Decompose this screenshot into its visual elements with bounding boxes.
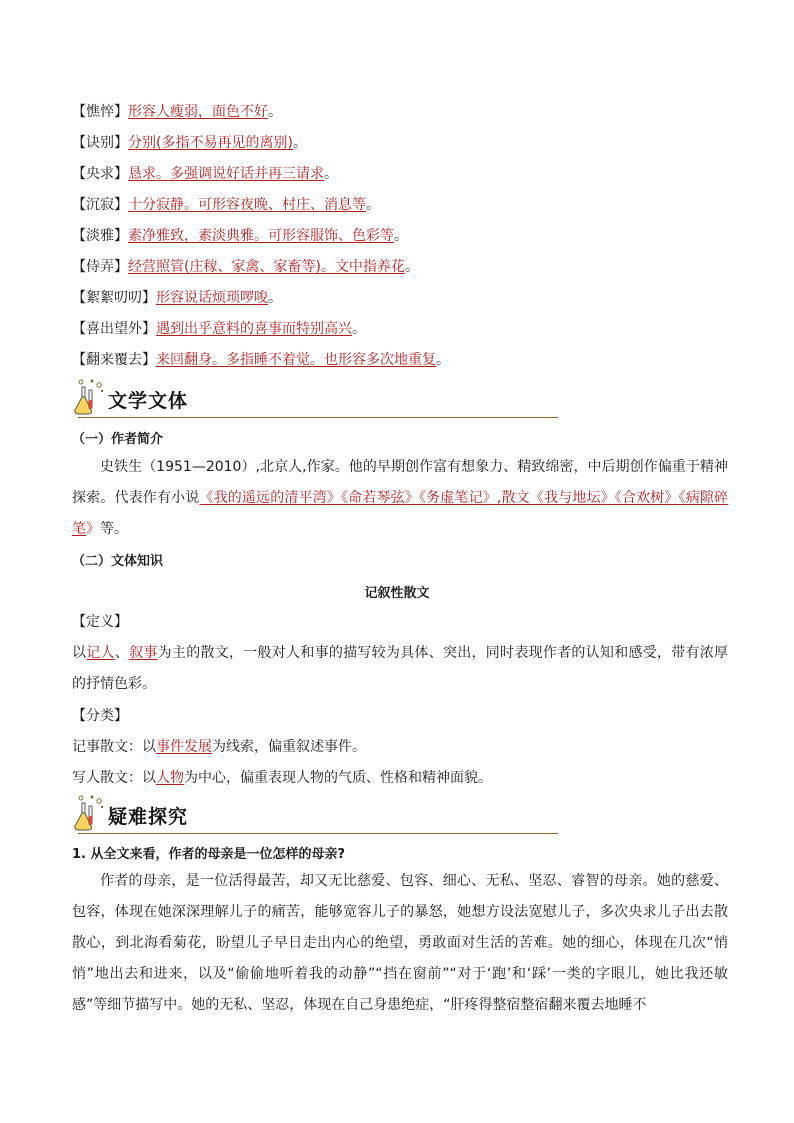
flask-icon [72, 794, 106, 832]
work-title-text: 》《务虚笔记 [404, 490, 483, 506]
vocab-term: 【诀别】 [72, 135, 128, 151]
vocab-end: 。 [324, 166, 338, 182]
vocab-term: 【絮絮叨叨】 [72, 290, 156, 306]
vocab-item [72, 164, 338, 184]
vocab-item [72, 350, 450, 370]
vocab-definition: 来回翻身。多指睡不着觉。也形容多次地重复 [156, 352, 436, 368]
vocab-definition: 素净雅致，素淡典雅。可形容服饰、色彩等 [128, 228, 394, 244]
vocab-end: 。 [268, 290, 282, 306]
definition-paragraph [72, 638, 728, 700]
classification-keyword: 事件发展 [156, 739, 212, 755]
subsection-title: （一）作者简介 [72, 432, 164, 447]
classification-text: 为线索，偏重叙述事件。 [212, 739, 366, 755]
vocab-term: 【喜出望外】 [72, 321, 156, 337]
vocab-item [72, 226, 408, 246]
section-heading [72, 794, 558, 834]
work-title-text: 》《命若琴弦 [326, 490, 405, 506]
work-title-text: 》《合欢树 [600, 490, 665, 506]
work-title-text: 》 [86, 521, 100, 537]
vocab-item [72, 319, 366, 339]
vocab-item [72, 195, 380, 215]
genre-title: 记叙性散文 [364, 586, 430, 601]
vocab-definition: 遇到出乎意料的喜事而特别高兴 [156, 321, 352, 337]
vocab-definition: 形容人瘦弱，面色不好 [128, 104, 268, 120]
vocab-end: 。 [404, 259, 419, 275]
vocab-term: 【翻来覆去】 [72, 352, 156, 368]
work-title-text: 》《病隙碎笔 [72, 490, 729, 537]
vocab-definition: 形容说话烦琐啰唆 [156, 290, 268, 306]
vocab-term: 【沉寂】 [72, 197, 128, 213]
classification-text: 写人散文：以 [72, 770, 156, 786]
definition-text: 为主的散文，一般对人和事的描写较为具体、突出，同时表现作者的认知和感受，带有浓厚的抒情色彩。 [72, 645, 729, 692]
subsection-title: （二）文体知识 [72, 554, 164, 569]
vocab-term: 【淡雅】 [72, 228, 128, 244]
classification-text: 记事散文：以 [72, 739, 156, 755]
definition-keyword: 记人 [86, 645, 115, 661]
vocab-end: 。 [268, 104, 282, 120]
definition-text: 以 [72, 645, 87, 661]
classification-label: 【分类】 [72, 708, 128, 724]
vocab-item [72, 288, 282, 308]
classification-item [72, 768, 492, 788]
definition-text: 、 [114, 645, 130, 661]
flask-icon [72, 378, 106, 416]
work-title-text: 》,散文《我与地坛 [482, 490, 601, 506]
section-title: 文学文体 [108, 390, 189, 412]
classification-keyword: 人物 [156, 770, 184, 786]
definition-keyword: 叙事 [129, 645, 158, 661]
vocab-definition: 十分寂静。可形容夜晚、村庄、消息等 [128, 197, 366, 213]
author-paragraph [72, 452, 728, 545]
author-text: 史铁生（1951—2010）,北京人,作家。他的早期创作富有想象力、精致绵密，中后期创作偏重于精神探索。代表作有小说 [72, 459, 728, 506]
vocab-definition: 分别(多指不易再见的离别) [128, 135, 293, 151]
vocab-end: 。 [394, 228, 408, 244]
vocab-item [72, 133, 307, 153]
vocab-term: 【憔悴】 [72, 104, 128, 120]
vocab-item [72, 257, 419, 277]
vocab-definition: 恳求。多强调说好话并再三请求 [128, 166, 324, 182]
section-title: 疑难探究 [108, 806, 189, 828]
vocab-definition: 经营照管(庄稼、家禽、家畜等)。文中指养花 [128, 259, 405, 275]
section-divider [78, 417, 558, 418]
vocab-end: 。 [436, 352, 450, 368]
vocab-term: 【央求】 [72, 166, 128, 182]
answer-paragraph: 作者的母亲，是一位活得最苦，却又无比慈爱、包容、细心、无私、坚忍、睿智的母亲。她的慈爱、包容，体现在她深深理解儿子的痛苦，能够宽容儿子的暴怒，她想方设法宽慰儿子，多次央求儿子出去散散心，到北海看菊花，盼望儿子早日走出内心的绝望，勇敢面对生活的苦难。她的细心，体现在几次“悄悄”地出去和进来，以及“偷偷地听着我的动静”“挡在窗前”“对于‘跑’和‘踩’一类的字眼儿，她比我还敏感”等细节描写中。她的无私、坚忍，体现在自己身患绝症，“肝疼得整宿整宿翻来覆去地睡不 [72, 873, 728, 1013]
vocab-end: 。 [292, 135, 307, 151]
vocab-term: 【侍弄】 [72, 259, 128, 275]
vocab-end: 。 [352, 321, 366, 337]
work-title-text: 《我的遥远的清平湾 [199, 490, 327, 506]
section-divider [78, 833, 558, 834]
vocab-end: 。 [366, 197, 380, 213]
section-heading [72, 378, 558, 418]
work-title [199, 490, 326, 506]
definition-label: 【定义】 [72, 614, 128, 630]
question: 1. 从全文来看，作者的母亲是一位怎样的母亲? [72, 847, 346, 862]
vocab-item [72, 102, 282, 122]
classification-item [72, 737, 366, 757]
classification-text: 为中心，偏重表现人物的气质、性格和精神面貌。 [184, 770, 492, 786]
author-text-end: 等。 [100, 521, 128, 537]
